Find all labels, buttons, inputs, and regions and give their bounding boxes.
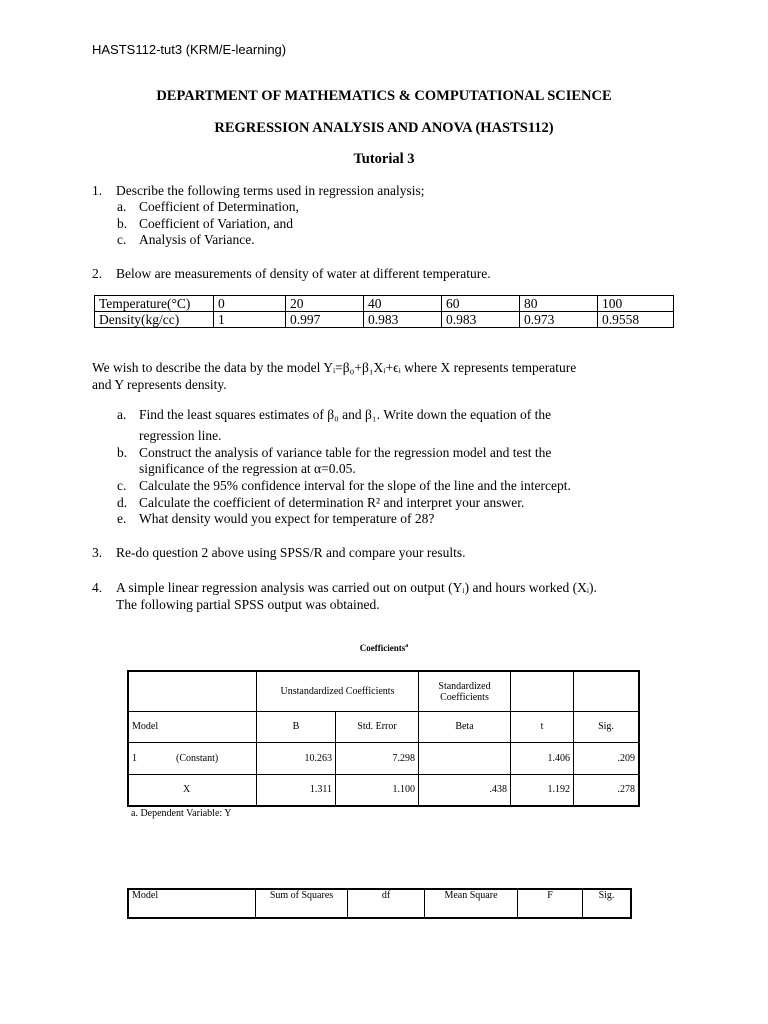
model-description: We wish to describe the data by the model Yᵢ=β₀+β₁Xᵢ+ϵᵢ where X represents temperature and Y represents density. bbox=[92, 360, 577, 392]
table-cell: X bbox=[173, 774, 257, 806]
table-cell: 80 bbox=[520, 296, 598, 312]
anova-table bbox=[127, 888, 632, 919]
table-cell: df bbox=[348, 889, 425, 918]
table-cell: 10.263 bbox=[257, 742, 336, 774]
table-cell: 7.298 bbox=[336, 742, 419, 774]
table-cell: Unstandardized Coefficients bbox=[257, 671, 419, 711]
list-item: b. Construct the analysis of variance table for the regression model and test the bbox=[117, 444, 552, 460]
tutorial-title: Tutorial 3 bbox=[353, 151, 415, 167]
table-cell: 20 bbox=[286, 296, 364, 312]
table-cell: Beta bbox=[419, 711, 511, 742]
table-row bbox=[128, 889, 631, 918]
table-cell: F bbox=[518, 889, 583, 918]
table-cell: Sum of Squares bbox=[256, 889, 348, 918]
document-page: HASTS112-tut3 (KRM/E-learning) DEPARTMENT OF MATHEMATICS & COMPUTATIONAL SCIENCE REGRESSION ANALYSIS AND ANOVA (HASTS112) Tutorial 3 1. Describe the following terms used in regression analysis; a. Coefficient of Determination, b. Coefficient of Variation, and c. Analysis of Variance. 2. Below are measurements of density of water at different temperature. Temperature(°C) 0 20 40 60 80 100 Density(kg/cc) 1 0.997 0.983 0.983 0.973 0.9558 We wish to describe the data by the model Yᵢ=β₀+β₁Xᵢ+ϵᵢ where X represents temperature and Y represents density. a. Find the least squares estimates of β₀ and β₁. Write down the equation of the regression line. b. Construct the analysis of variance table for the regression model and test the significance of the regression at α=0.05. c. Calculate the 95% confidence interval for the slope of the line and the intercept. d. Calculate the coefficient of determination R² and interpret your answer. e. What density would you expect for temperature of 28? 3. Re-do question 2 above using SPSS/R and compare your results. 4. A simple linear regression analysis was carried out on output (Yᵢ) and hours worked (Xᵢ). The following partial SPSS output was obtained. Coefficients$^a$ Unstandardized Coefficients Standardized Coefficients Model B Std. Error Beta t Sig. 1 (Constant) 10.263 7.298 1.406 .209 X 1.311 1.100 .438 1.192 .278 a. Dependent Variable: Y Model Sum of Squares df Mean Square F Sig. bbox=[0, 0, 768, 1024]
table-cell: 60 bbox=[442, 296, 520, 312]
table-cell bbox=[574, 671, 640, 711]
question-number: 1. bbox=[92, 183, 103, 198]
table-cell bbox=[128, 774, 173, 806]
table-cell: t bbox=[511, 711, 574, 742]
table-cell bbox=[511, 671, 574, 711]
list-item: regression line. bbox=[139, 428, 222, 443]
list-item: significance of the regression at α=0.05. bbox=[139, 461, 356, 476]
table-footnote: a. Dependent Variable: Y bbox=[131, 808, 232, 819]
table-cell: 0.997 bbox=[286, 312, 364, 328]
table-row bbox=[95, 312, 674, 328]
coefficients-table bbox=[127, 670, 640, 807]
question-text: A simple linear regression analysis was carried out on output (Yᵢ) and hours worked (Xᵢ). bbox=[116, 580, 597, 595]
table-cell: Std. Error bbox=[336, 711, 419, 742]
page-header: HASTS112-tut3 (KRM/E-learning) bbox=[92, 42, 287, 57]
density-table bbox=[94, 295, 674, 328]
table-cell: .209 bbox=[574, 742, 640, 774]
table-cell bbox=[128, 671, 257, 711]
question-text: Below are measurements of density of water at different temperature. bbox=[116, 266, 491, 281]
table-cell: 40 bbox=[364, 296, 442, 312]
table-row bbox=[95, 296, 674, 312]
table-cell: 1.192 bbox=[511, 774, 574, 806]
table-row bbox=[128, 711, 639, 742]
table-cell: .438 bbox=[419, 774, 511, 806]
table-cell: 1.311 bbox=[257, 774, 336, 806]
table-cell: Sig. bbox=[583, 889, 632, 918]
list-item: e. What density would you expect for temperature of 28? bbox=[117, 511, 435, 526]
question-text: Re-do question 2 above using SPSS/R and compare your results. bbox=[116, 545, 466, 560]
table-cell: 0.973 bbox=[520, 312, 598, 328]
table-cell: B bbox=[257, 711, 336, 742]
table-cell: 0.983 bbox=[364, 312, 442, 328]
table-row bbox=[128, 671, 639, 711]
course-title: REGRESSION ANALYSIS AND ANOVA (HASTS112) bbox=[214, 120, 554, 136]
list-item: a. Find the least squares estimates of β₀ and β₁. Write down the equation of the bbox=[117, 407, 552, 422]
table-cell: 1 bbox=[128, 742, 173, 774]
department-title: DEPARTMENT OF MATHEMATICS & COMPUTATIONAL SCIENCE bbox=[156, 88, 612, 104]
table-cell: Mean Square bbox=[425, 889, 518, 918]
list-item: a. Coefficient of Determination, bbox=[117, 199, 299, 214]
table-row bbox=[128, 742, 639, 774]
list-item: c. Analysis of Variance. bbox=[117, 232, 255, 247]
table-cell: Density(kg/cc) bbox=[95, 312, 214, 328]
table-cell: (Constant) bbox=[173, 742, 257, 774]
table-cell: Sig. bbox=[574, 711, 640, 742]
table-row bbox=[128, 774, 639, 806]
table-cell: 100 bbox=[598, 296, 674, 312]
table-cell: 1 bbox=[214, 312, 286, 328]
table-cell bbox=[419, 742, 511, 774]
list-item: d. Calculate the coefficient of determination R² and interpret your answer. bbox=[117, 494, 525, 510]
question-text: Describe the following terms used in regression analysis; bbox=[116, 183, 425, 198]
question-number: 2. bbox=[92, 266, 103, 281]
table-cell: Temperature(°C) bbox=[95, 296, 214, 312]
question-number: 4. bbox=[92, 580, 103, 595]
table-cell: 1.100 bbox=[336, 774, 419, 806]
table-cell: 0.983 bbox=[442, 312, 520, 328]
list-item: b. Coefficient of Variation, and bbox=[117, 215, 293, 231]
coefficients-title: Coefficients$^a$ bbox=[359, 643, 409, 653]
question-number: 3. bbox=[92, 545, 103, 560]
table-cell: 1.406 bbox=[511, 742, 574, 774]
table-cell: 0 bbox=[214, 296, 286, 312]
table-cell: Standardized Coefficients bbox=[419, 671, 511, 711]
table-cell: 0.9558 bbox=[598, 312, 674, 328]
table-cell: Model bbox=[128, 889, 256, 918]
table-cell: Model bbox=[128, 711, 257, 742]
table-cell: .278 bbox=[574, 774, 640, 806]
list-item: c. Calculate the 95% confidence interval for the slope of the line and the intercept. bbox=[117, 478, 571, 493]
